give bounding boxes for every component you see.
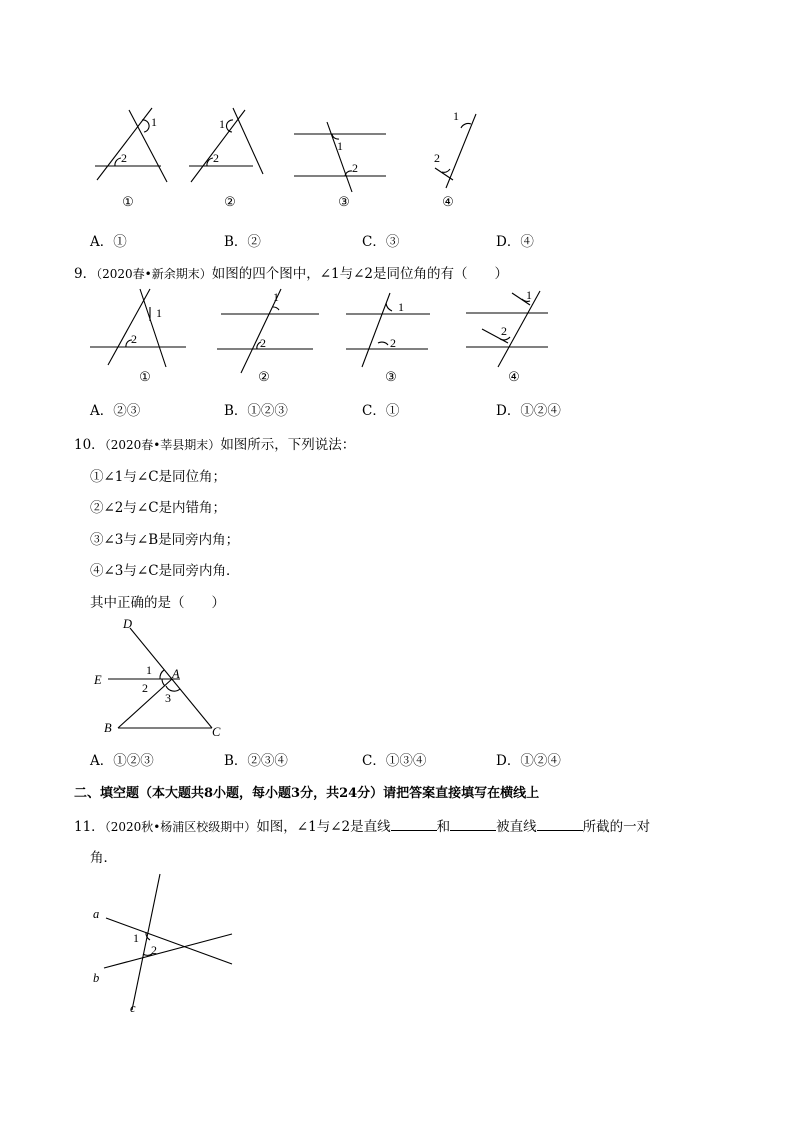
q11-stem-cont: 角． — [90, 850, 117, 866]
point-c-label: C — [212, 725, 221, 739]
q9-figure-2 — [215, 285, 325, 375]
angle-1-label: 1 — [133, 931, 139, 945]
q10-statement-1: ①∠1与∠C是同位角； — [90, 469, 227, 485]
q9-figure-1 — [88, 285, 188, 370]
q9-option-d[interactable]: D．①②④ — [496, 403, 561, 419]
angle-2-label: 2 — [151, 943, 157, 957]
angle-2-label: 2 — [131, 332, 137, 346]
q9-figure-3-caption: ③ — [385, 370, 397, 385]
q8-figure-2 — [185, 100, 275, 190]
angle-2-label: 2 — [260, 336, 266, 350]
point-a-label: A — [172, 667, 180, 681]
q8-figure-1 — [85, 100, 175, 190]
q8-figure-4 — [420, 100, 490, 190]
line-b-label: b — [93, 971, 100, 985]
q9-option-c[interactable]: C．① — [362, 403, 400, 419]
line-c-label: c — [130, 1001, 136, 1015]
q10-stem — [74, 433, 355, 453]
q11-figure — [88, 868, 248, 1018]
q8-figure-4-caption: ④ — [442, 195, 454, 210]
q11-blank-2[interactable] — [450, 818, 496, 831]
q10-statement-4: ④∠3与∠C是同旁内角． — [90, 563, 240, 579]
q8-option-b[interactable]: B．② — [224, 234, 261, 250]
q8-option-a[interactable]: A．① — [90, 234, 127, 250]
q10-option-b[interactable]: B．②③④ — [224, 753, 288, 769]
point-b-label: B — [104, 721, 112, 735]
point-e-label: E — [94, 673, 102, 687]
angle-1-label: 1 — [156, 306, 162, 320]
angle-1-label: 1 — [146, 663, 152, 677]
q9-option-b[interactable]: B．①②③ — [224, 403, 288, 419]
q10-statement-2: ②∠2与∠C是内错角； — [90, 500, 227, 516]
angle-2-label: 2 — [121, 151, 127, 165]
section-2-title: 二、填空题（本大题共8小题，每小题3分，共24分）请把答案直接填写在横线上 — [74, 786, 540, 801]
q9-figure-4 — [462, 285, 562, 370]
q9-number: 9． — [74, 266, 97, 282]
q11-stem: 11．（2020秋•杨浦区校级期中）如图，∠1与∠2是直线 和 被直线 所截的一对 — [74, 819, 651, 835]
q8-figure-2-caption: ② — [224, 195, 236, 210]
angle-1-label: 1 — [453, 109, 459, 123]
q9-figure-2-caption: ② — [258, 370, 270, 385]
q10-option-d[interactable]: D．①②④ — [496, 753, 561, 769]
point-d-label: D — [123, 617, 133, 631]
q10-ask: 其中正确的是（ ） — [90, 595, 225, 611]
q11-blank-1[interactable] — [391, 818, 437, 831]
angle-2-label: 2 — [352, 161, 358, 175]
angle-2-label: 2 — [434, 151, 440, 165]
line-a-label: a — [93, 907, 100, 921]
q10-text: 如图所示，下列说法： — [220, 437, 356, 453]
q9-figure-1-caption: ① — [139, 370, 151, 385]
angle-3-label: 3 — [165, 691, 171, 705]
q8-figure-3 — [290, 118, 390, 198]
q11-source: （2020秋•杨浦区校级期中） — [104, 820, 257, 834]
angle-1-label: 1 — [219, 117, 225, 131]
angle-1-label: 1 — [273, 290, 279, 304]
q8-figure-1-caption: ① — [122, 195, 134, 210]
q11-number: 11． — [74, 819, 105, 835]
q9-text: 如图的四个图中，∠1与∠2是同位角的有（ ） — [211, 266, 509, 282]
q10-option-a[interactable]: A．①②③ — [90, 753, 154, 769]
q10-option-c[interactable]: C．①③④ — [362, 753, 427, 769]
angle-2-label: 2 — [501, 324, 507, 338]
angle-2-label: 2 — [213, 151, 219, 165]
q10-statement-3: ③∠3与∠B是同旁内角； — [90, 532, 240, 548]
q8-option-c[interactable]: C．③ — [362, 234, 400, 250]
angle-1-label: 1 — [526, 288, 532, 302]
angle-2-label: 2 — [390, 336, 396, 350]
angle-2-label: 2 — [142, 681, 148, 695]
q9-option-a[interactable]: A．②③ — [90, 403, 141, 419]
q9-stem — [74, 262, 508, 282]
angle-1-label: 1 — [398, 300, 404, 314]
q9-figure-3 — [340, 285, 440, 370]
q9-figure-4-caption: ④ — [508, 370, 520, 385]
q8-figure-3-caption: ③ — [338, 195, 350, 210]
q10-triangle-figure — [88, 612, 238, 742]
angle-1-label: 1 — [151, 115, 157, 129]
q10-number: 10． — [74, 437, 105, 453]
q11-blank-3[interactable] — [537, 818, 583, 831]
angle-1-label: 1 — [337, 139, 343, 153]
q9-source: （2020春•新余期末） — [96, 267, 212, 281]
q10-source: （2020春•莘县期末） — [104, 438, 221, 452]
q8-option-d[interactable]: D．④ — [496, 234, 534, 250]
